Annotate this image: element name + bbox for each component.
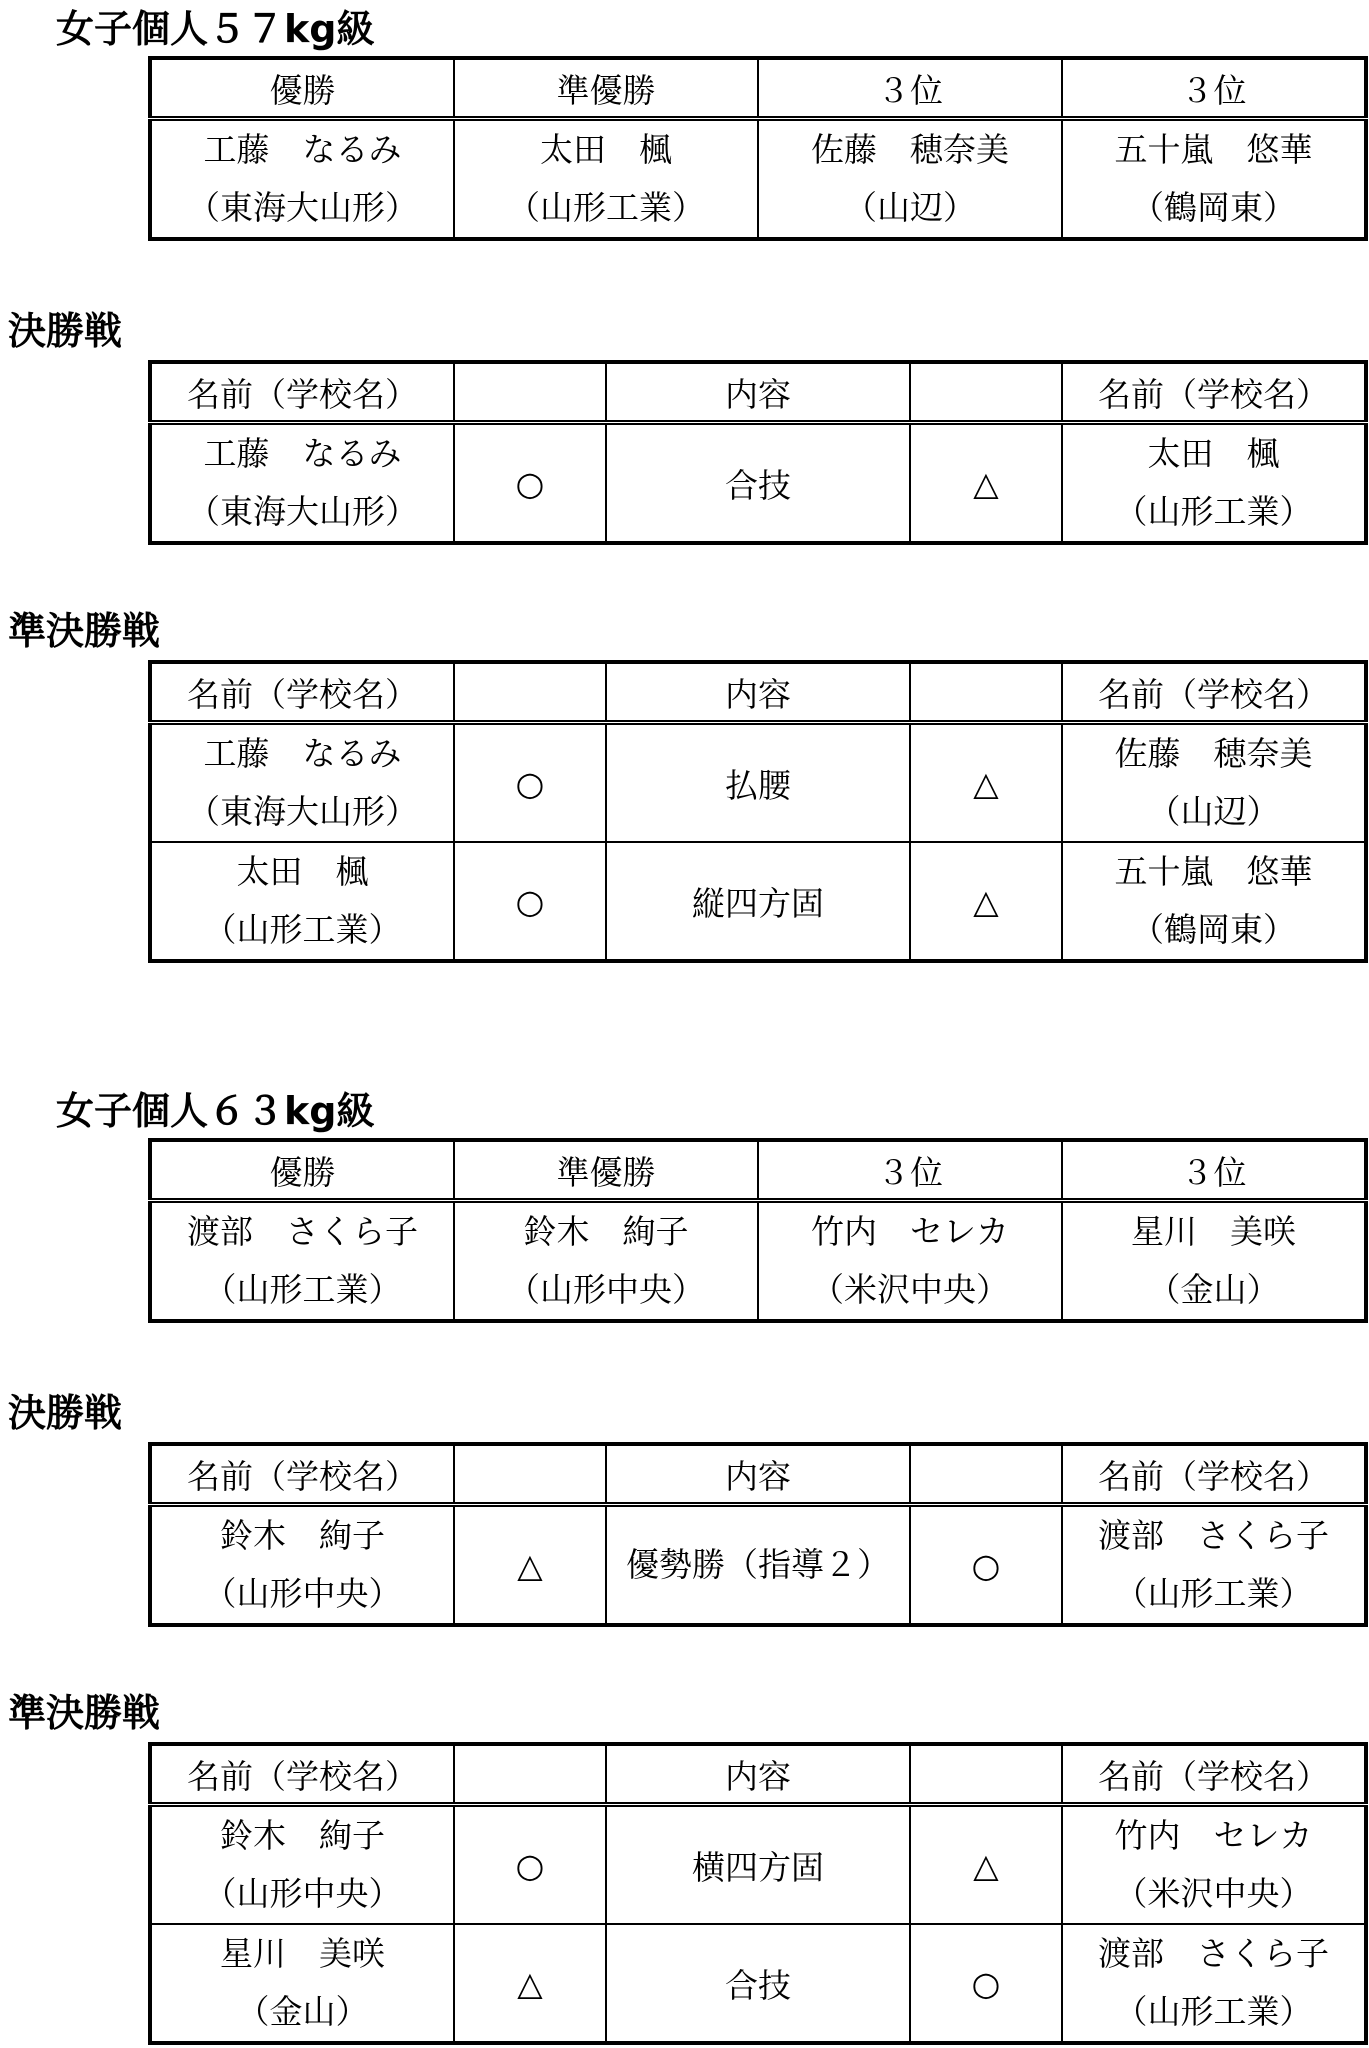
athlete-name: 星川 美咲 [220,1934,385,1973]
left-result-mark: ○ [454,723,606,843]
left-athlete-cell [150,1805,454,1925]
athlete-name: 竹内 セレカ [1114,1816,1313,1855]
match-header-row [150,1444,1366,1505]
athlete-name: 工藤 なるみ [203,734,402,773]
school-name: （山形中央） [507,1270,705,1309]
third-place-cell [758,1201,1062,1322]
third-place-cell [1062,119,1366,240]
header-right-name: 名前（学校名） [1062,362,1366,423]
athlete-name: 五十嵐 悠華 [1114,852,1313,891]
athlete-name: 鈴木 絢子 [220,1516,385,1555]
podium-result-row [150,119,1366,240]
left-result-mark: ○ [454,423,606,544]
school-name: （鶴岡東） [1131,188,1296,227]
left-athlete-cell [150,423,454,544]
header-third: ３位 [1062,1140,1366,1201]
left-result-mark: ○ [454,842,606,961]
winner-cell [150,119,454,240]
semifinal-table-57kg [148,660,1368,963]
athlete-name: 佐藤 穂奈美 [811,130,1009,169]
final-table-57kg [148,360,1368,545]
left-athlete-cell [150,842,454,961]
match-row [150,723,1366,843]
school-name: （山形工業） [1114,1574,1313,1613]
right-result-mark: ○ [910,1505,1062,1626]
header-right-name: 名前（学校名） [1062,662,1366,723]
semifinal-table-63kg [148,1742,1368,2045]
semifinal-title-57kg: 準決勝戦 [8,609,161,653]
athlete-name: 竹内 セレカ [811,1212,1009,1251]
final-title-63kg: 決勝戦 [8,1391,123,1435]
third-place-cell [1062,1201,1366,1322]
right-result-mark: △ [910,723,1062,843]
athlete-name: 太田 楓 [540,130,672,169]
athlete-name: 工藤 なるみ [203,434,402,473]
header-left-name: 名前（学校名） [150,1744,454,1805]
school-name: （東海大山形） [187,188,418,227]
final-title-57kg: 決勝戦 [8,309,123,353]
runner-up-cell [454,119,758,240]
athlete-name: 太田 楓 [236,852,369,891]
runner-up-cell [454,1201,758,1322]
header-blank [910,362,1062,423]
school-name: （山形工業） [203,1270,402,1309]
school-name: （山辺） [1147,792,1280,831]
left-athlete-cell [150,723,454,843]
header-left-name: 名前（学校名） [150,362,454,423]
match-header-row [150,1744,1366,1805]
athlete-name: 星川 美咲 [1131,1212,1296,1251]
header-blank [454,662,606,723]
school-name: （鶴岡東） [1131,910,1296,949]
header-content: 内容 [606,1744,910,1805]
right-athlete-cell [1062,423,1366,544]
header-blank [454,1744,606,1805]
podium-table-57kg [148,56,1368,241]
header-blank [454,362,606,423]
header-blank [910,1744,1062,1805]
school-name: （東海大山形） [187,792,418,831]
school-name: （金山） [236,1992,369,2031]
right-result-mark: ○ [910,1924,1062,2043]
header-blank [910,662,1062,723]
right-result-mark: △ [910,1805,1062,1925]
school-name: （山形工業） [203,910,402,949]
school-name: （山形工業） [1114,492,1313,531]
right-athlete-cell [1062,1505,1366,1626]
athlete-name: 工藤 なるみ [203,130,402,169]
athlete-name: 太田 楓 [1147,434,1280,473]
podium-table-63kg [148,1138,1368,1323]
match-row [150,1924,1366,2043]
school-name: （山辺） [844,188,976,227]
header-left-name: 名前（学校名） [150,662,454,723]
school-name: （米沢中央） [1114,1874,1313,1913]
header-third: ３位 [1062,58,1366,119]
athlete-name: 渡部 さくら子 [1098,1516,1329,1555]
third-place-cell [758,119,1062,240]
podium-header-row [150,1140,1366,1201]
header-content: 内容 [606,662,910,723]
header-content: 内容 [606,362,910,423]
header-runner-up: 準優勝 [454,58,758,119]
header-winner: 優勝 [150,58,454,119]
school-name: （金山） [1147,1270,1280,1309]
right-athlete-cell [1062,1805,1366,1925]
school-name: （東海大山形） [187,492,418,531]
school-name: （山形中央） [203,1874,402,1913]
left-result-mark: △ [454,1924,606,2043]
school-name: （山形工業） [507,188,705,227]
podium-header-row [150,58,1366,119]
header-runner-up: 準優勝 [454,1140,758,1201]
match-content: 横四方固 [606,1805,910,1925]
match-content: 合技 [606,1924,910,2043]
header-third: ３位 [758,1140,1062,1201]
match-content: 縦四方固 [606,842,910,961]
right-result-mark: △ [910,842,1062,961]
school-name: （山形中央） [203,1574,402,1613]
athlete-name: 渡部 さくら子 [1098,1934,1329,1973]
match-header-row [150,662,1366,723]
match-row [150,1505,1366,1626]
left-result-mark: △ [454,1505,606,1626]
athlete-name: 渡部 さくら子 [187,1212,418,1251]
match-content: 優勢勝（指導２） [606,1505,910,1626]
match-row [150,1805,1366,1925]
school-name: （米沢中央） [811,1270,1009,1309]
right-athlete-cell [1062,723,1366,843]
final-table-63kg [148,1442,1368,1627]
winner-cell [150,1201,454,1322]
athlete-name: 佐藤 穂奈美 [1114,734,1313,773]
header-blank [910,1444,1062,1505]
header-right-name: 名前（学校名） [1062,1444,1366,1505]
match-content: 払腰 [606,723,910,843]
header-winner: 優勝 [150,1140,454,1201]
match-row [150,423,1366,544]
school-name: （山形工業） [1114,1992,1313,2031]
left-result-mark: ○ [454,1805,606,1925]
match-header-row [150,362,1366,423]
header-right-name: 名前（学校名） [1062,1744,1366,1805]
athlete-name: 鈴木 絢子 [523,1212,689,1251]
right-result-mark: △ [910,423,1062,544]
semifinal-title-63kg: 準決勝戦 [8,1691,161,1735]
match-content: 合技 [606,423,910,544]
left-athlete-cell [150,1924,454,2043]
right-athlete-cell [1062,842,1366,961]
podium-result-row [150,1201,1366,1322]
right-athlete-cell [1062,1924,1366,2043]
header-content: 内容 [606,1444,910,1505]
section-title-57kg: 女子個人５７kg級 [56,7,375,51]
match-row [150,842,1366,961]
left-athlete-cell [150,1505,454,1626]
header-third: ３位 [758,58,1062,119]
header-left-name: 名前（学校名） [150,1444,454,1505]
header-blank [454,1444,606,1505]
athlete-name: 五十嵐 悠華 [1114,130,1313,169]
athlete-name: 鈴木 絢子 [220,1816,385,1855]
section-title-63kg: 女子個人６３kg級 [56,1089,375,1133]
